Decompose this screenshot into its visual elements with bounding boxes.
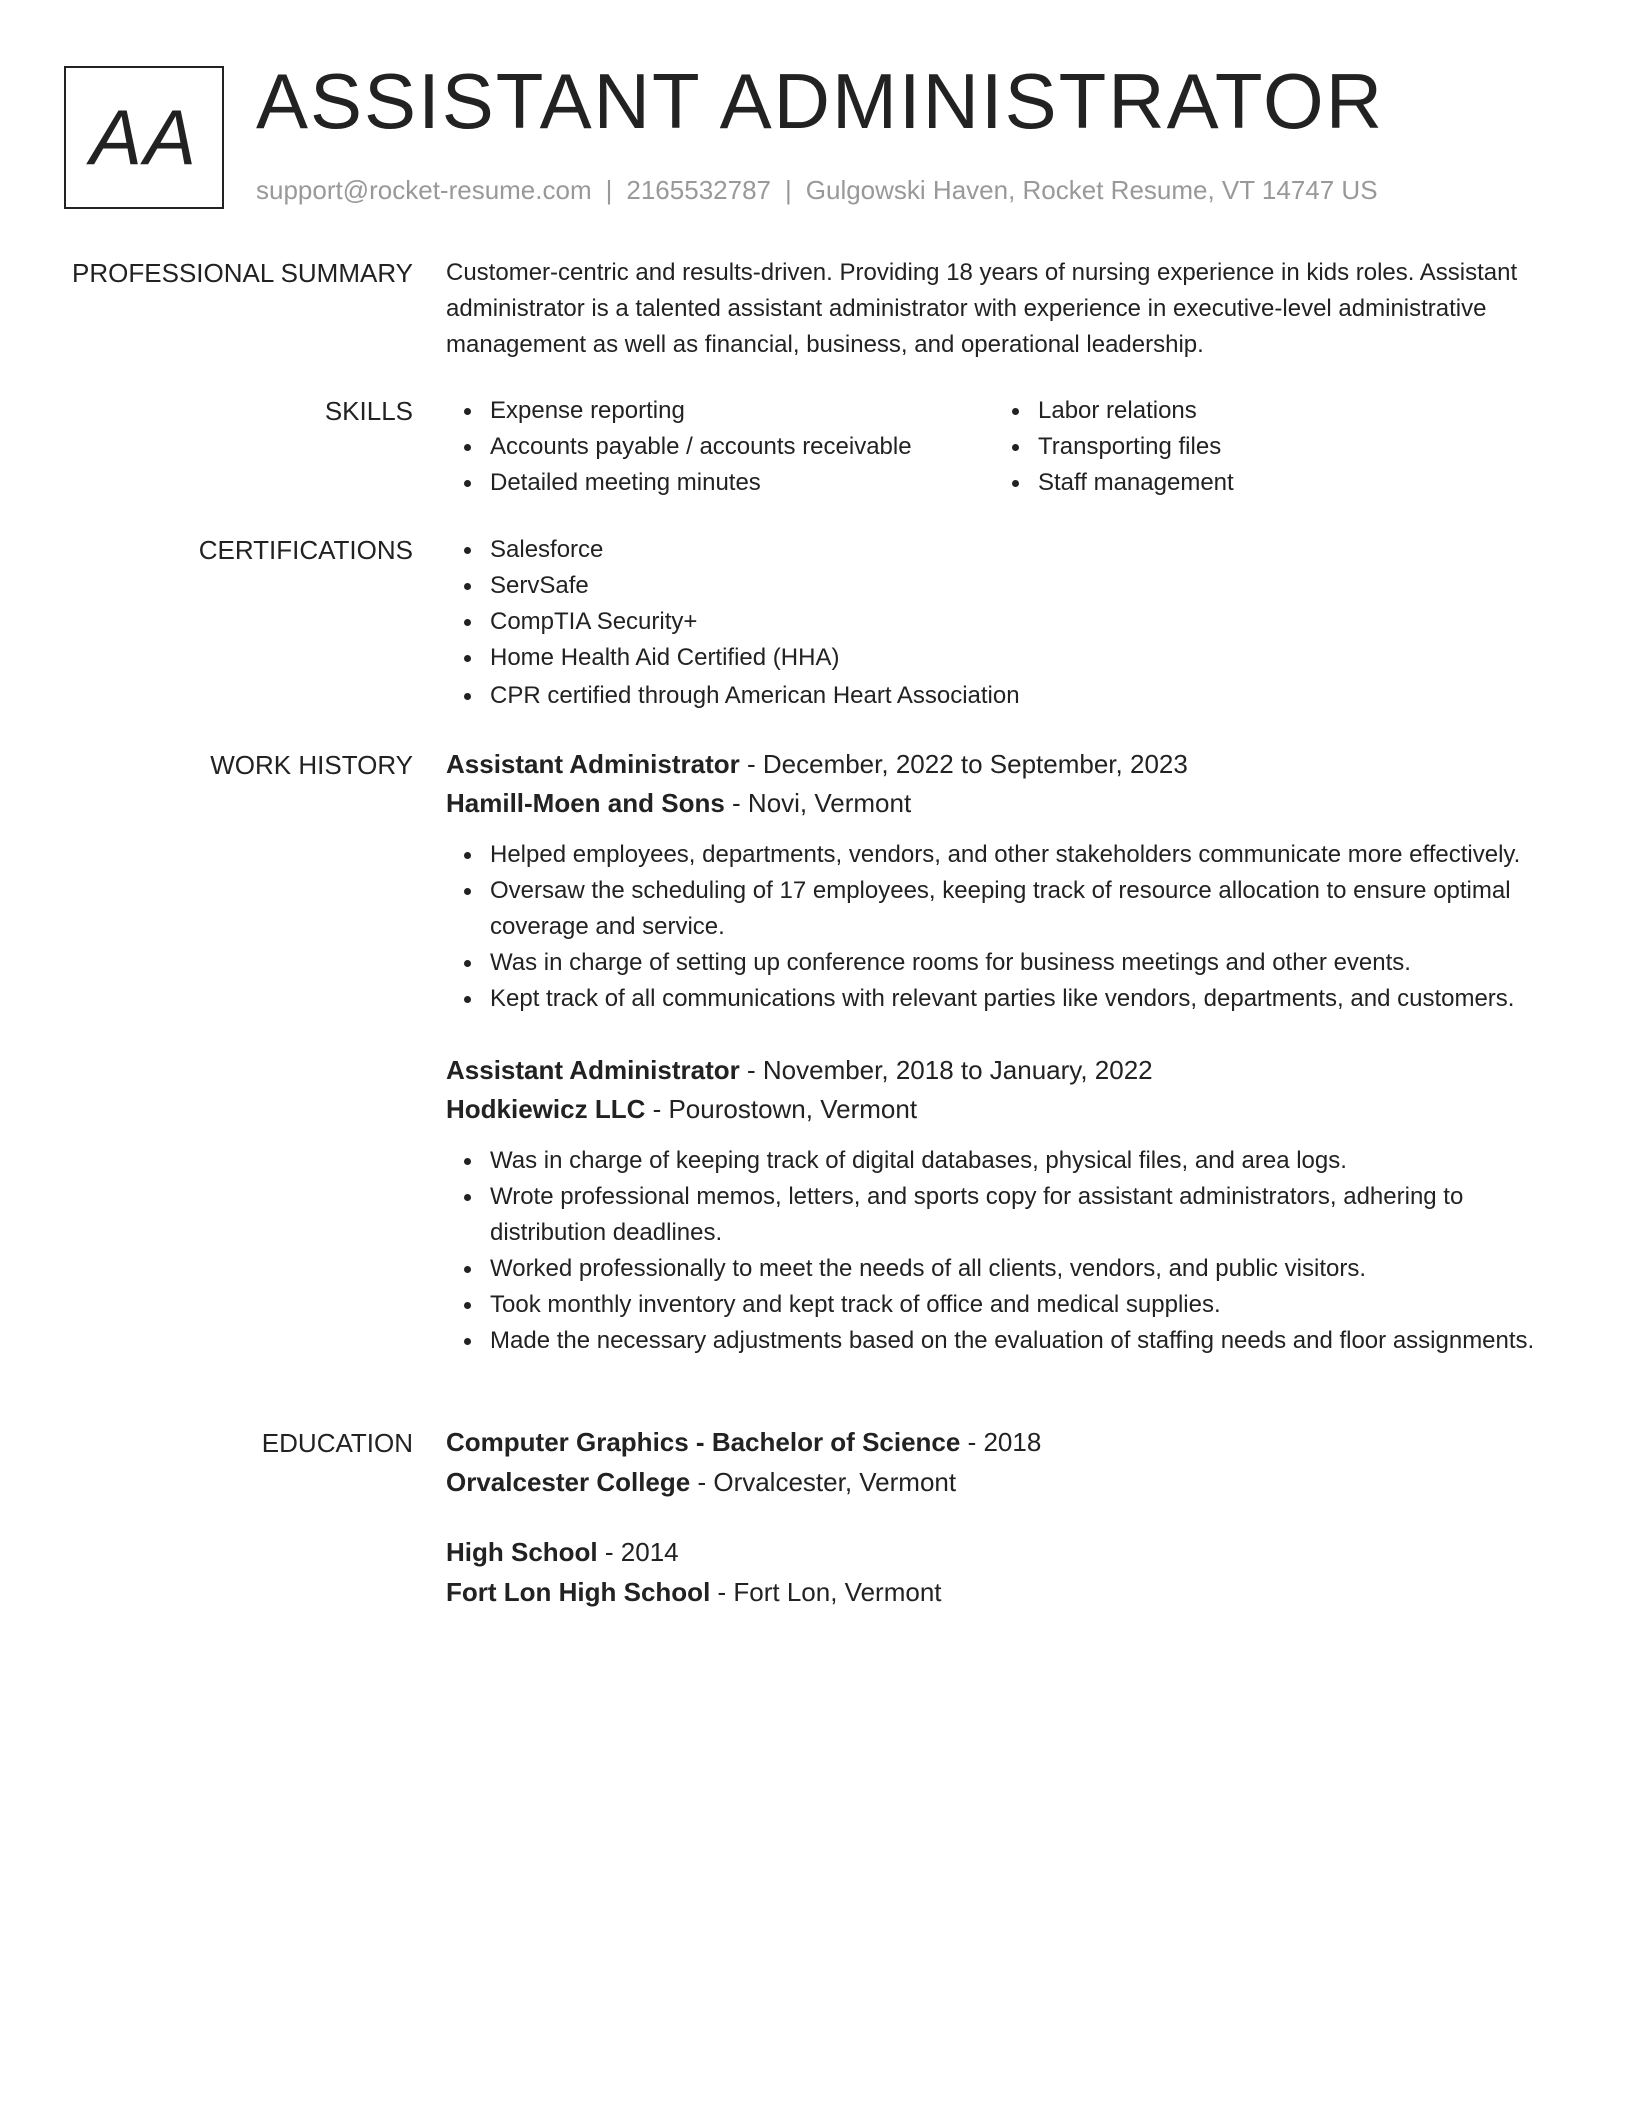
- education-entry: [446, 1422, 1566, 1502]
- duty-item: Took monthly inventory and kept track of office and medical supplies.: [446, 1287, 1566, 1323]
- certification-item: CompTIA Security+: [446, 604, 1566, 640]
- duty-item: Oversaw the scheduling of 17 employees, keeping track of resource allocation to ensure optimal coverage and service.: [446, 873, 1566, 945]
- skill-item: Expense reporting: [446, 393, 994, 429]
- skills-heading: SKILLS: [324, 396, 413, 426]
- skill-item: Accounts payable / accounts receivable: [446, 429, 994, 465]
- job-location: - Novi, Vermont: [724, 788, 912, 818]
- education-school-line: [446, 1462, 1566, 1502]
- education-year: - 2018: [960, 1427, 1042, 1457]
- job-company-line: [446, 784, 1566, 823]
- skill-item: Staff management: [994, 465, 1542, 501]
- resume-name: ASSISTANT ADMINISTRATOR: [256, 57, 1385, 145]
- skills-list: [446, 393, 1566, 501]
- work-history-heading: WORK HISTORY: [210, 750, 413, 780]
- education-entry: [446, 1532, 1566, 1612]
- summary-heading: PROFESSIONAL SUMMARY: [72, 258, 413, 288]
- skill-item: Detailed meeting minutes: [446, 465, 994, 501]
- job-title-line: [446, 1051, 1566, 1090]
- education-location: - Fort Lon, Vermont: [710, 1577, 942, 1607]
- job-company: Hodkiewicz LLC: [446, 1094, 646, 1124]
- contact-address: Gulgowski Haven, Rocket Resume, VT 14747 US: [805, 175, 1378, 205]
- job-company-line: [446, 1090, 1566, 1129]
- job-dates: - December, 2022 to September, 2023: [739, 749, 1188, 779]
- job-dates: - November, 2018 to January, 2022: [739, 1055, 1153, 1085]
- certification-item: Home Health Aid Certified (HHA): [446, 640, 1566, 676]
- summary-text: Customer-centric and results-driven. Providing 18 years of nursing experience in kids roles. Assistant administrator is a talented assistant administrator with experience in executive-level administrative management as well as financial, business, and operational leadership.: [446, 259, 1518, 358]
- job-title-line: [446, 745, 1566, 784]
- job-entry: [446, 1051, 1566, 1359]
- skill-item: Labor relations: [994, 393, 1542, 429]
- duty-item: Was in charge of keeping track of digital databases, physical files, and area logs.: [446, 1143, 1566, 1179]
- job-location: - Pourostown, Vermont: [645, 1094, 918, 1124]
- contact-separator: |: [785, 175, 792, 205]
- contact-line: [256, 175, 1378, 206]
- job-title: Assistant Administrator: [446, 749, 740, 779]
- certifications-heading: CERTIFICATIONS: [198, 535, 413, 565]
- education-degree: Computer Graphics - Bachelor of Science: [446, 1427, 961, 1457]
- duty-item: Helped employees, departments, vendors, and other stakeholders communicate more effectively.: [446, 837, 1566, 873]
- certification-item: CPR certified through American Heart Association: [446, 678, 1566, 714]
- work-history: [446, 745, 1566, 1393]
- duty-item: Kept track of all communications with relevant parties like vendors, departments, and customers.: [446, 981, 1566, 1017]
- education-school: Fort Lon High School: [446, 1577, 711, 1607]
- job-duties: [446, 837, 1566, 1017]
- contact-separator: |: [605, 175, 613, 205]
- skill-item: Transporting files: [994, 429, 1542, 465]
- monogram-box: [64, 66, 224, 209]
- education-year: - 2014: [597, 1537, 679, 1567]
- education-location: - Orvalcester, Vermont: [690, 1467, 957, 1497]
- duty-item: Made the necessary adjustments based on the evaluation of staffing needs and floor assignments.: [446, 1323, 1566, 1359]
- duty-item: Worked professionally to meet the needs of all clients, vendors, and public visitors.: [446, 1251, 1566, 1287]
- education-heading: EDUCATION: [261, 1428, 413, 1458]
- education-degree-line: [446, 1532, 1566, 1572]
- education-degree: High School: [446, 1537, 598, 1567]
- duty-item: Was in charge of setting up conference rooms for business meetings and other events.: [446, 945, 1566, 981]
- job-entry: [446, 745, 1566, 1017]
- education-degree-line: [446, 1422, 1566, 1462]
- education-list: [446, 1422, 1566, 1642]
- skills-column-left: [446, 393, 994, 501]
- job-duties: [446, 1143, 1566, 1359]
- education-school-line: [446, 1572, 1566, 1612]
- job-title: Assistant Administrator: [446, 1055, 740, 1085]
- certification-item: Salesforce: [446, 532, 1566, 568]
- job-company: Hamill-Moen and Sons: [446, 788, 725, 818]
- duty-item: Wrote professional memos, letters, and sports copy for assistant administrators, adhering to distribution deadlines.: [446, 1179, 1566, 1251]
- monogram-initials: AA: [89, 93, 199, 181]
- contact-email[interactable]: support@rocket-resume.com: [256, 175, 592, 205]
- education-school: Orvalcester College: [446, 1467, 691, 1497]
- certifications-list: [446, 532, 1566, 714]
- skills-column-right: [994, 393, 1542, 501]
- certification-item: ServSafe: [446, 568, 1566, 604]
- contact-phone[interactable]: 2165532787: [626, 175, 771, 205]
